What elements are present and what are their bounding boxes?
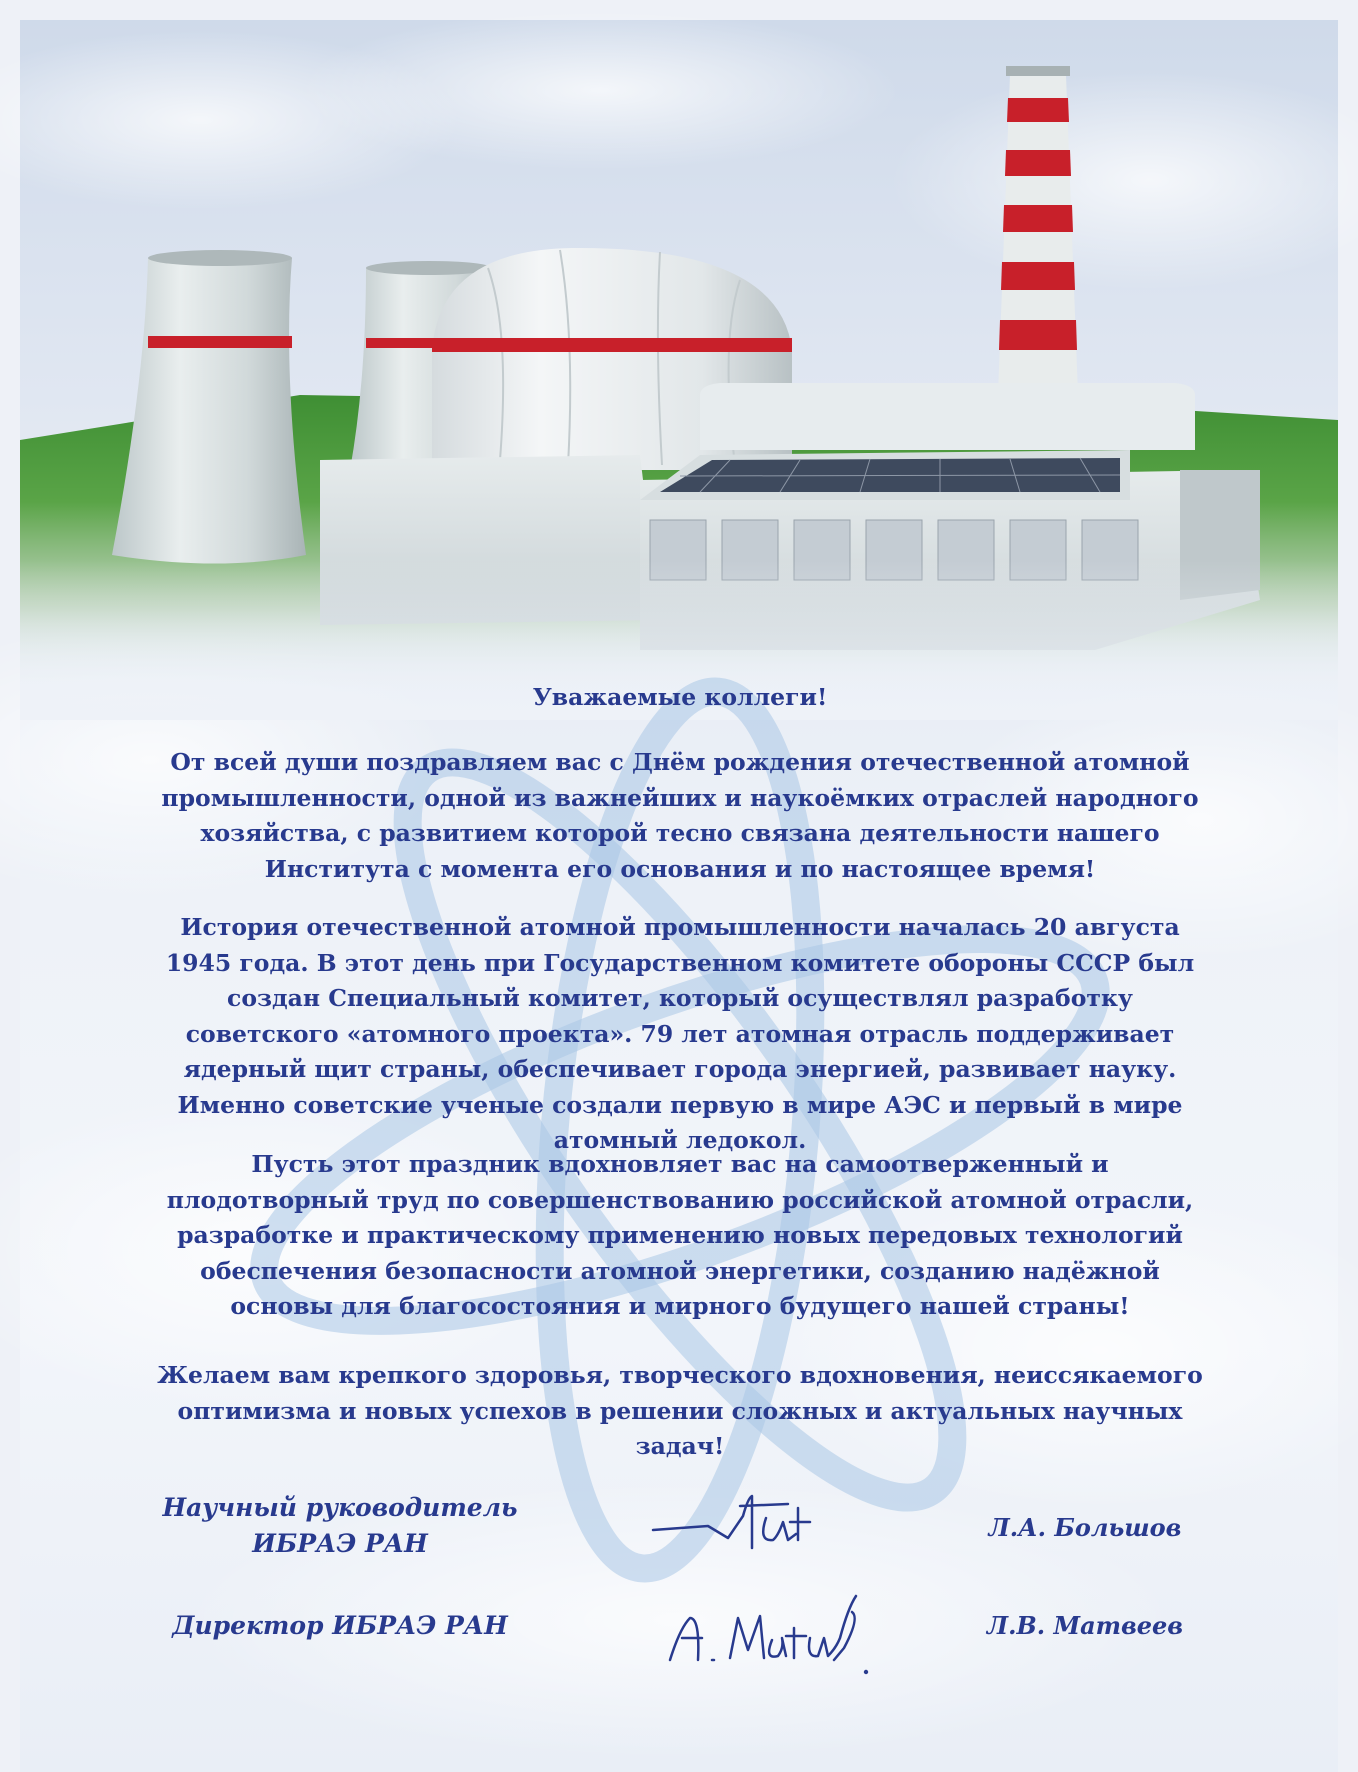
signatory-name: Л.В. Матвеев bbox=[986, 1611, 1184, 1640]
signature-bolshov bbox=[648, 1478, 818, 1568]
letter-paragraph: Желаем вам крепкого здоровья, творческого вдохновения, неиссякаемого оптимизма и новых успехов в решении сложных и актуальных научных задач! bbox=[157, 1361, 1203, 1460]
signatory-name: Л.А. Большов bbox=[988, 1513, 1182, 1542]
signature-matveev bbox=[660, 1578, 880, 1678]
signatory-title-line: ИБРАЭ РАН bbox=[252, 1529, 428, 1558]
signatory-title: Директор ИБРАЭ РАН bbox=[172, 1611, 508, 1640]
ventilation-stack-icon bbox=[998, 66, 1078, 395]
letter-paragraph: История отечественной атомной промышленности началась 20 августа 1945 года. В этот день при Государственном комитете обороны СССР был создан Специальный комитет, который осуществлял разработку советского «атомного проекта». 79 лет атомная отрасль поддерживает ядерный щит страны, обеспечивает города энергией, развивает науку. Именно советские ученые создали первую в мире АЭС и первый в мире атомный ледокол. bbox=[165, 913, 1195, 1154]
letter-greeting: Уважаемые коллеги! bbox=[532, 683, 828, 711]
letter-paragraph: Пусть этот праздник вдохновляет вас на самоотверженный и плодотворный труд по совершенствованию российской атомной отрасли, разработке и практическому применению новых передовых технологий обеспечения безопасности атомной энергетики, созданию надёжной основы для благосостояния и мирного будущего нашей страны! bbox=[166, 1150, 1194, 1320]
signatory-title-line: Научный руководитель bbox=[162, 1493, 518, 1522]
letter-paragraph: От всей души поздравляем вас с Днём рождения отечественной атомной промышленности, одной из важнейших и наукоёмких отраслей народного хозяйства, с развитием которой тесно связана деятельности нашего Института с момента его основания и по настоящее время! bbox=[161, 748, 1199, 883]
signatory-title bbox=[150, 1490, 530, 1562]
